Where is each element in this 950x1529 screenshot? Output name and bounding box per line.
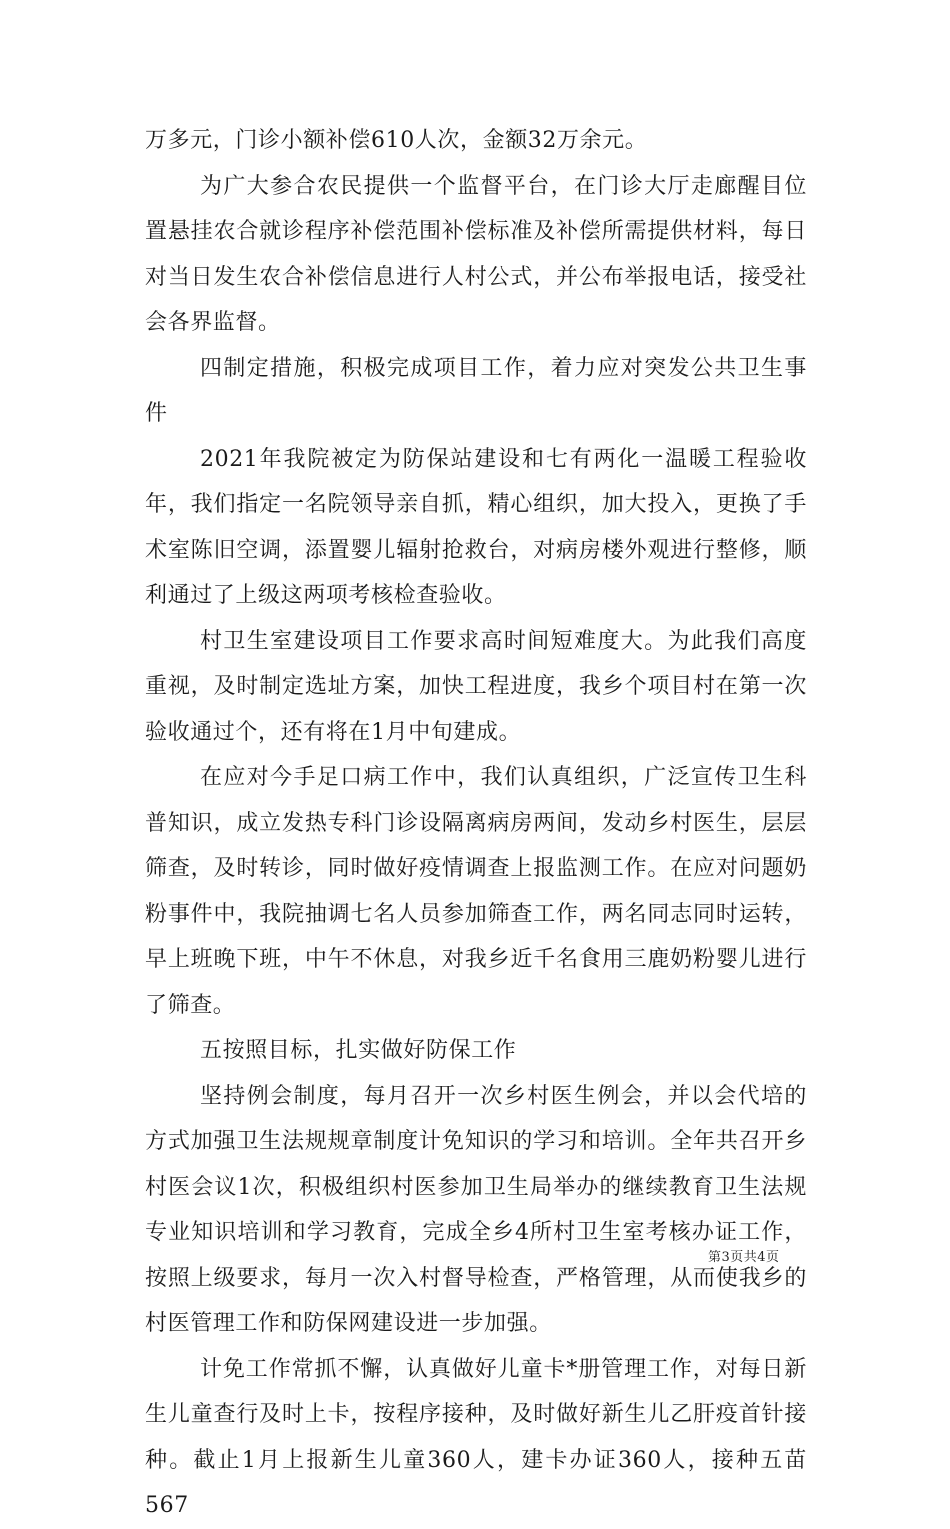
- document-body: [145, 118, 807, 1529]
- section-heading-5: 五按照目标，扎实做好防保工作: [200, 1038, 517, 1063]
- section-heading-4: 四制定措施，积极完成项目工作，着力应对突发公共卫生事件: [145, 355, 807, 426]
- paragraph-7: 计免工作常抓不懈，认真做好儿童卡*册管理工作，对每日新生儿童查行及时上卡，按程序接种，及时做好新生儿乙肝疫首针接种。截止1月上报新生儿童360人，建卡办证360人，接种五苗567: [145, 1356, 807, 1518]
- paragraph-2: 为广大参合农民提供一个监督平台，在门诊大厅走廊醒目位置悬挂农合就诊程序补偿范围补偿标准及补偿所需提供材料，每日对当日发生农合补偿信息进行人村公式，并公布举报电话，接受社会各界监督。: [145, 173, 807, 335]
- paragraph-4: 村卫生室建设项目工作要求高时间短难度大。为此我们高度重视，及时制定选址方案，加快工程进度，我乡个项目村在第一次验收通过个，还有将在1月中旬建成。: [145, 628, 807, 745]
- paragraph-5: 在应对今手足口病工作中，我们认真组织，广泛宣传卫生科普知识，成立发热专科门诊设隔离病房两间，发动乡村医生，层层筛查，及时转诊，同时做好疫情调查上报监测工作。在应对问题奶粉事件中，我院抽调七名人员参加筛查工作，两名同志同时运转，早上班晚下班，中午不休息，对我乡近千名食用三鹿奶粉婴儿进行了筛查。: [145, 765, 807, 1018]
- paragraph-1: 万多元，门诊小额补偿610人次，金额32万余元。: [145, 128, 648, 153]
- page-number: 第3页共4页: [708, 1250, 780, 1265]
- paragraph-6: 坚持例会制度，每月召开一次乡村医生例会，并以会代培的方式加强卫生法规规章制度计免知识的学习和培训。全年共召开乡村医会议1次，积极组织村医参加卫生局举办的继续教育卫生法规专业知识培训和学习教育，完成全乡4所村卫生室考核办证工作，按照上级要求，每月一次入村督导检查，严格管理，从而使我乡的村医管理工作和防保网建设进一步加强。: [145, 1083, 807, 1336]
- paragraph-3: 2021年我院被定为防保站建设和七有两化一温暖工程验收年，我们指定一名院领导亲自抓，精心组织，加大投入，更换了手术室陈旧空调，添置婴儿辐射抢救台，对病房楼外观进行整修，顺利通过了上级这两项考核检查验收。: [145, 446, 807, 608]
